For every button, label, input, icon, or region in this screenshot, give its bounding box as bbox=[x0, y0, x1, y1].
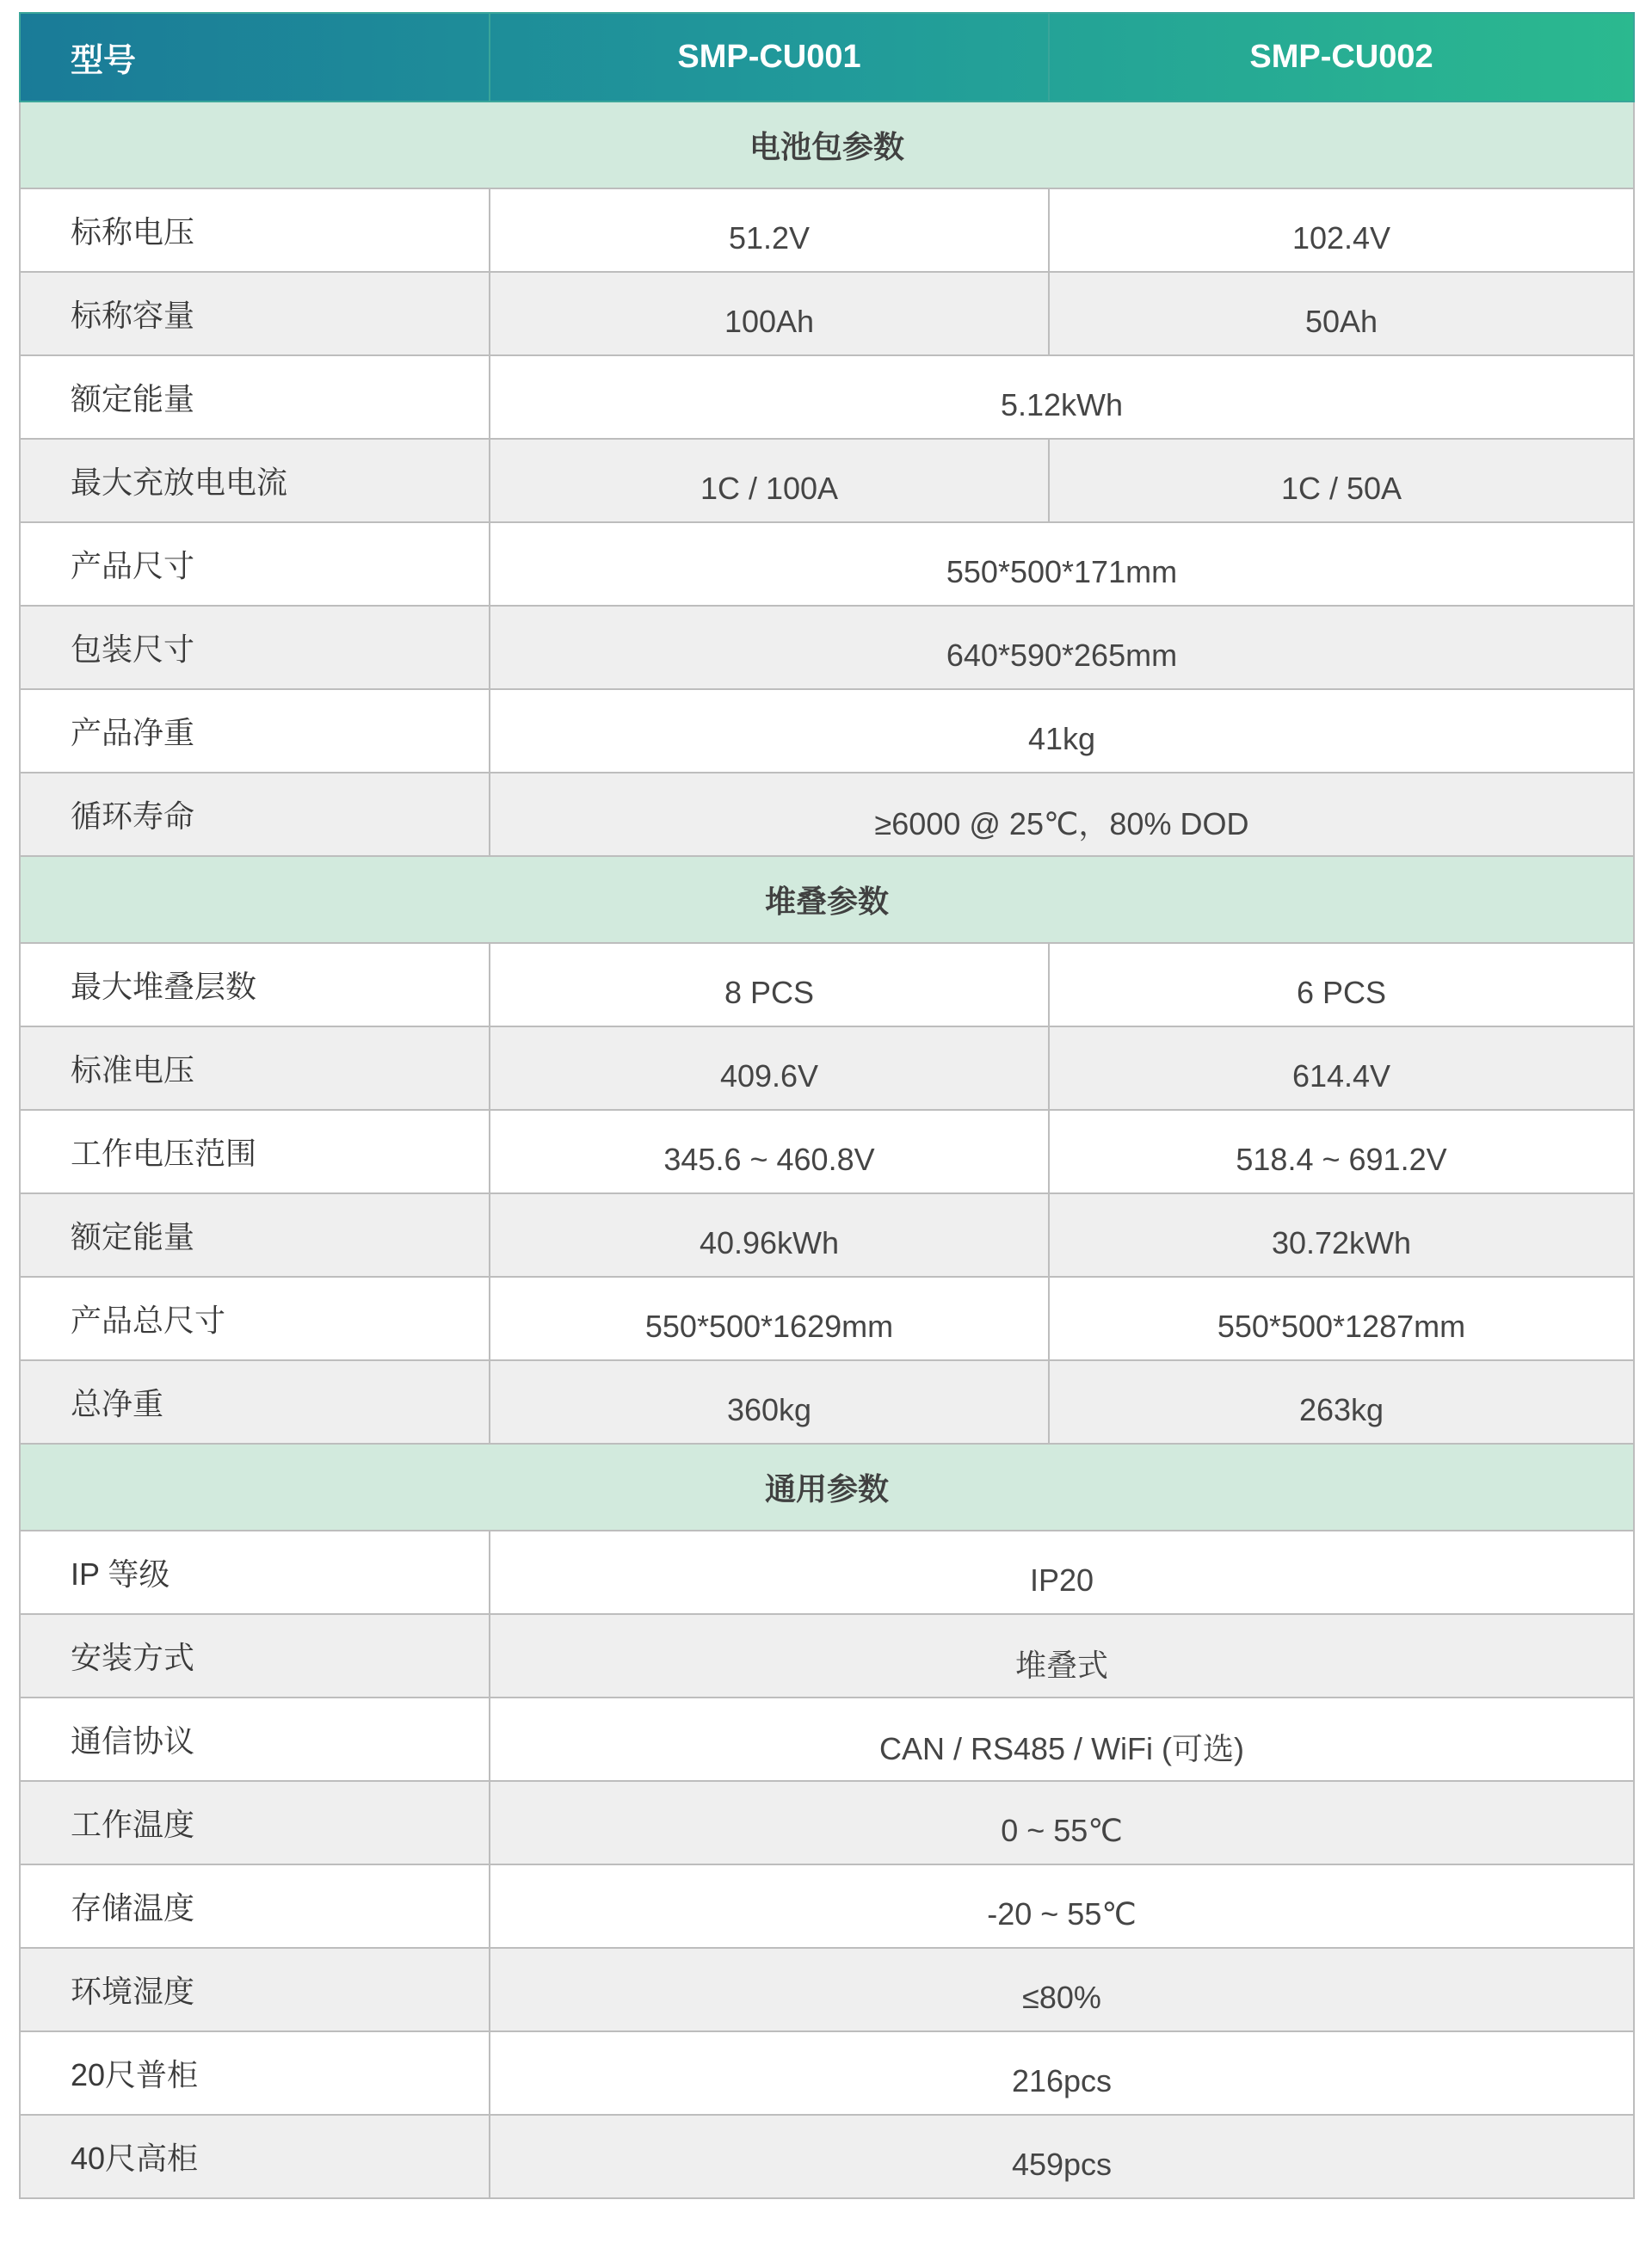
spec-table bbox=[19, 12, 1635, 2199]
table-row bbox=[20, 272, 1634, 355]
row-value-model-a: 51.2V bbox=[490, 188, 1049, 272]
row-label: 包装尺寸 bbox=[20, 606, 490, 689]
table-row bbox=[20, 606, 1634, 689]
header-model-label: 型号 bbox=[20, 13, 490, 102]
row-value-model-a: 1C / 100A bbox=[490, 439, 1049, 522]
table-row bbox=[20, 689, 1634, 773]
row-value-shared: 5.12kWh bbox=[490, 355, 1634, 439]
row-value-shared: ≥6000 @ 25℃，80% DOD bbox=[490, 773, 1634, 856]
table-row bbox=[20, 1193, 1634, 1277]
table-row bbox=[20, 1531, 1634, 1614]
row-value-shared: 0 ~ 55℃ bbox=[490, 1781, 1634, 1864]
row-label: 产品尺寸 bbox=[20, 522, 490, 606]
header-model-b: SMP-CU002 bbox=[1049, 13, 1634, 102]
section-title: 通用参数 bbox=[20, 1444, 1634, 1531]
header-model-a: SMP-CU001 bbox=[490, 13, 1049, 102]
section-header-row bbox=[20, 856, 1634, 943]
table-row bbox=[20, 1948, 1634, 2031]
row-value-model-b: 550*500*1287mm bbox=[1049, 1277, 1634, 1360]
spec-body bbox=[20, 102, 1634, 2198]
row-value-shared: 216pcs bbox=[490, 2031, 1634, 2115]
row-label: 额定能量 bbox=[20, 1193, 490, 1277]
row-label: 工作电压范围 bbox=[20, 1110, 490, 1193]
row-label: 产品净重 bbox=[20, 689, 490, 773]
table-row bbox=[20, 1026, 1634, 1110]
row-value-model-a: 550*500*1629mm bbox=[490, 1277, 1049, 1360]
row-value-model-b: 50Ah bbox=[1049, 272, 1634, 355]
row-value-shared: 640*590*265mm bbox=[490, 606, 1634, 689]
row-label: 循环寿命 bbox=[20, 773, 490, 856]
row-value-shared: IP20 bbox=[490, 1531, 1634, 1614]
row-label: 安装方式 bbox=[20, 1614, 490, 1698]
row-label: 最大充放电电流 bbox=[20, 439, 490, 522]
row-value-model-a: 360kg bbox=[490, 1360, 1049, 1444]
section-header-row bbox=[20, 1444, 1634, 1531]
row-value-model-a: 100Ah bbox=[490, 272, 1049, 355]
section-header-row bbox=[20, 102, 1634, 188]
section-title: 电池包参数 bbox=[20, 102, 1634, 188]
table-row bbox=[20, 1781, 1634, 1864]
row-value-model-b: 102.4V bbox=[1049, 188, 1634, 272]
row-label: 20尺普柜 bbox=[20, 2031, 490, 2115]
row-value-model-b: 614.4V bbox=[1049, 1026, 1634, 1110]
row-value-shared: 41kg bbox=[490, 689, 1634, 773]
row-value-shared: CAN / RS485 / WiFi (可选) bbox=[490, 1698, 1634, 1781]
row-label: 标准电压 bbox=[20, 1026, 490, 1110]
row-value-model-b: 518.4 ~ 691.2V bbox=[1049, 1110, 1634, 1193]
table-row bbox=[20, 355, 1634, 439]
table-row bbox=[20, 188, 1634, 272]
row-value-shared: ≤80% bbox=[490, 1948, 1634, 2031]
row-label: 产品总尺寸 bbox=[20, 1277, 490, 1360]
table-row bbox=[20, 522, 1634, 606]
row-value-shared: -20 ~ 55℃ bbox=[490, 1864, 1634, 1948]
row-label: 额定能量 bbox=[20, 355, 490, 439]
row-value-model-b: 30.72kWh bbox=[1049, 1193, 1634, 1277]
row-value-shared: 459pcs bbox=[490, 2115, 1634, 2198]
table-row bbox=[20, 2115, 1634, 2198]
table-row bbox=[20, 943, 1634, 1026]
row-value-shared: 550*500*171mm bbox=[490, 522, 1634, 606]
table-row bbox=[20, 439, 1634, 522]
row-label: 标称容量 bbox=[20, 272, 490, 355]
row-label: 最大堆叠层数 bbox=[20, 943, 490, 1026]
table-header-row bbox=[20, 13, 1634, 102]
section-title: 堆叠参数 bbox=[20, 856, 1634, 943]
row-label: 工作温度 bbox=[20, 1781, 490, 1864]
row-value-model-a: 40.96kWh bbox=[490, 1193, 1049, 1277]
row-label: IP 等级 bbox=[20, 1531, 490, 1614]
row-value-model-b: 263kg bbox=[1049, 1360, 1634, 1444]
table-row bbox=[20, 773, 1634, 856]
table-row bbox=[20, 1277, 1634, 1360]
row-label: 通信协议 bbox=[20, 1698, 490, 1781]
row-value-model-a: 409.6V bbox=[490, 1026, 1049, 1110]
row-value-model-b: 6 PCS bbox=[1049, 943, 1634, 1026]
row-value-shared: 堆叠式 bbox=[490, 1614, 1634, 1698]
row-label: 环境湿度 bbox=[20, 1948, 490, 2031]
table-row bbox=[20, 1360, 1634, 1444]
table-row bbox=[20, 1698, 1634, 1781]
table-row bbox=[20, 1614, 1634, 1698]
row-label: 存储温度 bbox=[20, 1864, 490, 1948]
row-label: 总净重 bbox=[20, 1360, 490, 1444]
row-value-model-a: 8 PCS bbox=[490, 943, 1049, 1026]
table-row bbox=[20, 1110, 1634, 1193]
table-row bbox=[20, 2031, 1634, 2115]
row-value-model-a: 345.6 ~ 460.8V bbox=[490, 1110, 1049, 1193]
row-label: 40尺高柜 bbox=[20, 2115, 490, 2198]
row-label: 标称电压 bbox=[20, 188, 490, 272]
table-row bbox=[20, 1864, 1634, 1948]
row-value-model-b: 1C / 50A bbox=[1049, 439, 1634, 522]
